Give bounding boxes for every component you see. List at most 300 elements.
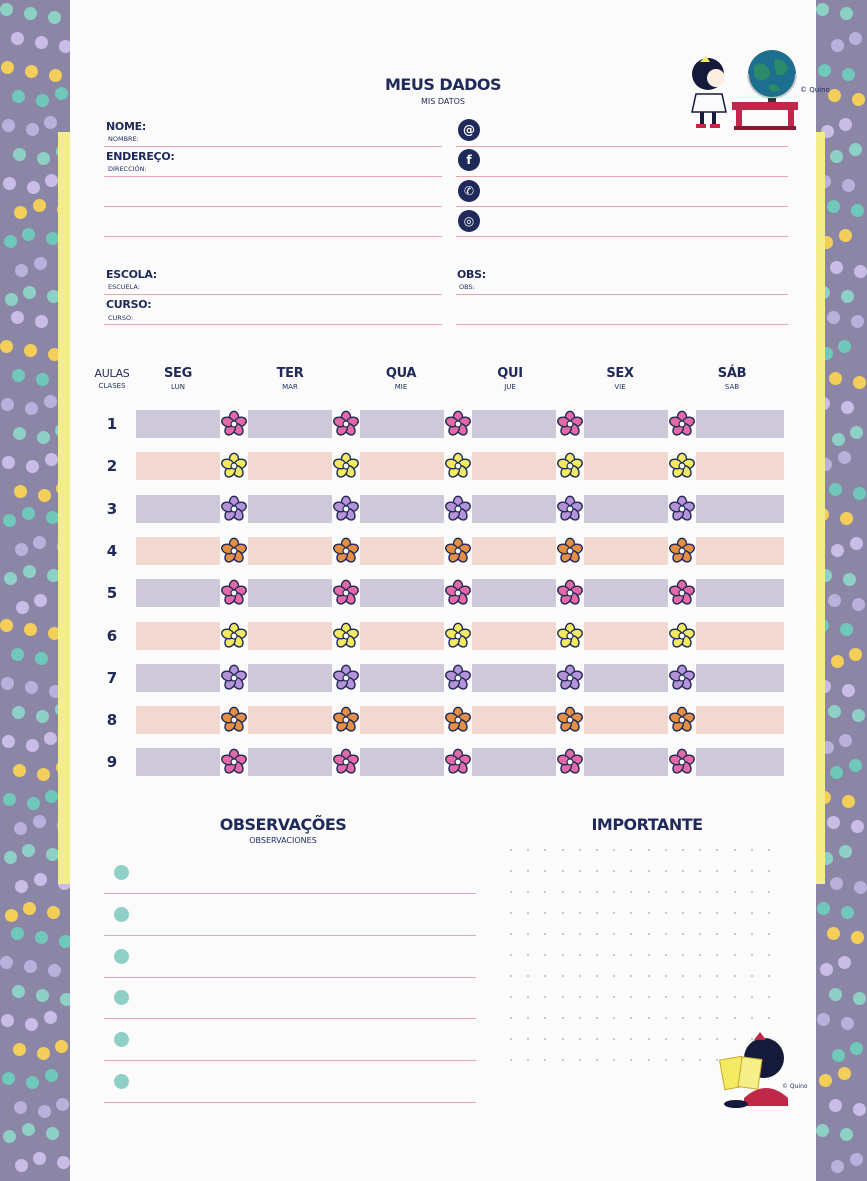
border-dot: [11, 927, 24, 940]
border-dot: [22, 507, 35, 520]
grid-dot: [716, 1017, 718, 1019]
grid-dot: [682, 849, 684, 851]
border-dot: [842, 795, 855, 808]
border-dot: [38, 489, 51, 502]
class-slot-jue-4[interactable]: [472, 537, 562, 565]
flower-icon: [220, 452, 248, 480]
class-slot-sab-6[interactable]: [696, 622, 784, 650]
border-dot: [46, 511, 59, 524]
class-number: 6: [106, 627, 118, 645]
course-line[interactable]: [104, 324, 442, 325]
grid-dot: [768, 996, 770, 998]
grid-dot: [613, 975, 615, 977]
class-slot-lun-4[interactable]: [136, 537, 226, 565]
flower-icon: [668, 452, 696, 480]
flower-icon: [332, 537, 360, 565]
border-dot: [853, 487, 866, 500]
grid-dot: [596, 954, 598, 956]
border-dot: [45, 1069, 58, 1082]
grid-dot: [544, 933, 546, 935]
grid-dot: [596, 849, 598, 851]
border-dot: [840, 512, 853, 525]
class-slot-mie-9[interactable]: [360, 748, 450, 776]
border-dot: [852, 598, 865, 611]
class-slot-mie-8[interactable]: [360, 706, 450, 734]
grid-dot: [613, 954, 615, 956]
border-dot: [0, 340, 13, 353]
class-slot-sab-4[interactable]: [696, 537, 784, 565]
grid-dot: [768, 933, 770, 935]
grid-dot: [544, 870, 546, 872]
grid-dot: [596, 912, 598, 914]
border-dot: [838, 451, 851, 464]
class-slot-lun-3[interactable]: [136, 495, 226, 523]
class-slot-vie-1[interactable]: [584, 410, 674, 438]
grid-dot: [751, 870, 753, 872]
name-sublabel: NOMBRE:: [108, 135, 139, 143]
class-slot-mar-9[interactable]: [248, 748, 338, 776]
obs-line-1[interactable]: [456, 294, 788, 295]
grid-dot: [579, 849, 581, 851]
flower-icon: [668, 495, 696, 523]
whatsapp-icon: ✆: [458, 180, 480, 202]
observation-line[interactable]: [104, 893, 476, 894]
class-slot-mar-5[interactable]: [248, 579, 338, 607]
class-slot-sab-3[interactable]: [696, 495, 784, 523]
flower-icon: [668, 410, 696, 438]
observation-line[interactable]: [104, 1018, 476, 1019]
grid-dot: [665, 933, 667, 935]
address-line-1[interactable]: [104, 176, 442, 177]
border-dot: [831, 544, 844, 557]
border-dot: [15, 880, 28, 893]
mafalda-globe-illustration: [682, 44, 830, 134]
day-name: QUA: [385, 366, 417, 381]
border-dot: [1, 1014, 14, 1027]
grid-dot: [734, 954, 736, 956]
grid-dot: [544, 954, 546, 956]
school-label: ESCOLA:: [106, 268, 157, 281]
grid-dot: [544, 975, 546, 977]
border-dot: [851, 820, 864, 833]
grid-dot: [562, 891, 564, 893]
class-slot-lun-5[interactable]: [136, 579, 226, 607]
border-dot: [849, 648, 862, 661]
grid-dot: [716, 870, 718, 872]
class-slot-lun-2[interactable]: [136, 452, 226, 480]
observation-line[interactable]: [104, 935, 476, 936]
page-title: MEUS DADOS: [384, 75, 501, 94]
flower-icon: [332, 664, 360, 692]
border-dot: [45, 174, 58, 187]
day-header-0: [143, 366, 213, 391]
grid-dot: [596, 891, 598, 893]
class-slot-sab-7[interactable]: [696, 664, 784, 692]
grid-dot: [734, 996, 736, 998]
class-slot-sab-8[interactable]: [696, 706, 784, 734]
border-dot: [22, 844, 35, 857]
grid-dot: [613, 1038, 615, 1040]
grid-dot: [751, 849, 753, 851]
border-dot: [25, 402, 38, 415]
class-slot-vie-3[interactable]: [584, 495, 674, 523]
border-dot: [35, 315, 48, 328]
obs-sublabel: OBS:: [459, 283, 475, 291]
grid-dot: [699, 1038, 701, 1040]
grid-dot: [699, 891, 701, 893]
class-number: 1: [106, 415, 118, 433]
border-dot: [4, 572, 17, 585]
observation-bullet: [114, 1074, 129, 1089]
border-dot: [0, 3, 13, 16]
important-title: IMPORTANTE: [591, 815, 703, 834]
class-number: 2: [106, 457, 118, 475]
grid-dot: [510, 975, 512, 977]
class-slot-mar-8[interactable]: [248, 706, 338, 734]
border-dot: [12, 90, 25, 103]
class-slot-lun-6[interactable]: [136, 622, 226, 650]
grid-dot: [562, 912, 564, 914]
grid-dot: [699, 912, 701, 914]
border-dot: [831, 1160, 844, 1173]
class-slot-mar-1[interactable]: [248, 410, 338, 438]
observation-bullet: [114, 865, 129, 880]
class-slot-mar-2[interactable]: [248, 452, 338, 480]
classes-header-label: AULAS: [94, 367, 130, 380]
name-line[interactable]: [104, 146, 442, 147]
border-dot: [44, 395, 57, 408]
address-line-3[interactable]: [104, 236, 442, 237]
border-dot: [852, 93, 865, 106]
border-dot: [14, 1101, 27, 1114]
course-sublabel: CURSO:: [108, 314, 134, 322]
flower-icon: [444, 706, 472, 734]
flower-icon: [444, 622, 472, 650]
class-slot-sab-5[interactable]: [696, 579, 784, 607]
grid-dot: [648, 954, 650, 956]
border-dot: [14, 485, 27, 498]
border-dot: [25, 1018, 38, 1031]
flower-icon: [668, 706, 696, 734]
border-dot: [829, 988, 842, 1001]
grid-dot: [562, 870, 564, 872]
grid-dot: [630, 870, 632, 872]
grid-dot: [544, 996, 546, 998]
flower-icon: [556, 495, 584, 523]
class-slot-jue-2[interactable]: [472, 452, 562, 480]
copyright-mark-bottom: © Quino: [782, 1083, 808, 1090]
flower-icon: [444, 537, 472, 565]
grid-dot: [751, 975, 753, 977]
class-number: 4: [106, 542, 118, 560]
class-slot-vie-2[interactable]: [584, 452, 674, 480]
class-slot-vie-6[interactable]: [584, 622, 674, 650]
grid-dot: [665, 954, 667, 956]
day-abbr: JUE: [504, 383, 516, 391]
observation-bullet: [114, 1032, 129, 1047]
class-slot-jue-8[interactable]: [472, 706, 562, 734]
day-header-2: [366, 366, 436, 391]
classes-header: [77, 367, 147, 390]
border-dot: [827, 816, 840, 829]
grid-dot: [751, 912, 753, 914]
class-slot-lun-7[interactable]: [136, 664, 226, 692]
grid-dot: [579, 891, 581, 893]
border-dot: [5, 293, 18, 306]
flower-icon: [668, 579, 696, 607]
grid-dot: [613, 870, 615, 872]
grid-dot: [527, 849, 529, 851]
grid-dot: [630, 954, 632, 956]
border-dot: [3, 514, 16, 527]
grid-dot: [544, 1059, 546, 1061]
grid-dot: [630, 933, 632, 935]
grid-dot: [734, 912, 736, 914]
border-dot: [27, 797, 40, 810]
class-slot-jue-5[interactable]: [472, 579, 562, 607]
border-dot: [1, 398, 14, 411]
grid-dot: [682, 1038, 684, 1040]
observation-bullet: [114, 907, 129, 922]
border-dot: [840, 7, 853, 20]
border-dot: [832, 1049, 845, 1062]
class-slot-sab-9[interactable]: [696, 748, 784, 776]
grid-dot: [544, 912, 546, 914]
class-number: 9: [106, 753, 118, 771]
observation-line[interactable]: [104, 977, 476, 978]
flower-icon: [668, 748, 696, 776]
day-header-3: [475, 366, 545, 391]
grid-dot: [630, 849, 632, 851]
border-dot: [839, 845, 852, 858]
flower-icon: [220, 748, 248, 776]
border-dot: [13, 148, 26, 161]
border-dot: [36, 94, 49, 107]
border-dot: [849, 143, 862, 156]
border-dot: [842, 68, 855, 81]
border-dot: [22, 1123, 35, 1136]
address-label: ENDEREÇO:: [106, 150, 175, 163]
class-slot-vie-4[interactable]: [584, 537, 674, 565]
class-slot-vie-7[interactable]: [584, 664, 674, 692]
border-dot: [841, 401, 854, 414]
class-slot-mie-6[interactable]: [360, 622, 450, 650]
class-slot-sab-2[interactable]: [696, 452, 784, 480]
border-dot: [839, 229, 852, 242]
grid-dot: [768, 849, 770, 851]
border-dot: [4, 235, 17, 248]
grid-dot: [682, 975, 684, 977]
border-dot: [831, 655, 844, 668]
class-slot-mar-3[interactable]: [248, 495, 338, 523]
border-dot: [33, 199, 46, 212]
grid-dot: [527, 954, 529, 956]
border-dot: [843, 573, 856, 586]
observation-bullet: [114, 949, 129, 964]
grid-dot: [648, 912, 650, 914]
grid-dot: [527, 891, 529, 893]
grid-dot: [751, 954, 753, 956]
border-dot: [816, 1124, 829, 1137]
grid-dot: [527, 975, 529, 977]
day-abbr: LUN: [171, 383, 185, 391]
border-dot: [33, 815, 46, 828]
border-dot: [828, 705, 841, 718]
border-dot: [33, 536, 46, 549]
grid-dot: [734, 891, 736, 893]
grid-dot: [596, 933, 598, 935]
border-dot: [849, 759, 862, 772]
flower-icon: [444, 579, 472, 607]
grid-dot: [734, 1017, 736, 1019]
border-dot: [46, 1127, 59, 1140]
grid-dot: [768, 1017, 770, 1019]
class-slot-mar-6[interactable]: [248, 622, 338, 650]
address-sublabel: DIRECCIÓN:: [108, 165, 147, 173]
grid-dot: [665, 912, 667, 914]
observations-subtitle: OBSERVACIONES: [249, 836, 317, 845]
grid-dot: [682, 954, 684, 956]
class-number: 8: [106, 711, 118, 729]
class-slot-jue-3[interactable]: [472, 495, 562, 523]
border-dot: [11, 648, 24, 661]
grid-dot: [699, 870, 701, 872]
grid-dot: [527, 870, 529, 872]
grid-dot: [579, 996, 581, 998]
class-slot-mie-3[interactable]: [360, 495, 450, 523]
border-dot: [1, 61, 14, 74]
grid-dot: [510, 891, 512, 893]
border-dot: [23, 565, 36, 578]
border-dot: [36, 373, 49, 386]
class-slot-mar-4[interactable]: [248, 537, 338, 565]
address-line-2[interactable]: [104, 206, 442, 207]
grid-dot: [734, 849, 736, 851]
class-slot-sab-1[interactable]: [696, 410, 784, 438]
observation-line[interactable]: [104, 1060, 476, 1061]
border-dot: [44, 1011, 57, 1024]
grid-dot: [768, 912, 770, 914]
flower-icon: [220, 622, 248, 650]
day-name: SEG: [163, 366, 192, 381]
flower-icon: [444, 748, 472, 776]
class-slot-jue-6[interactable]: [472, 622, 562, 650]
grid-dot: [665, 870, 667, 872]
observations-title: OBSERVAÇÕES: [219, 815, 347, 834]
class-slot-lun-9[interactable]: [136, 748, 226, 776]
class-slot-mie-2[interactable]: [360, 452, 450, 480]
border-dot: [849, 32, 862, 45]
class-slot-mie-4[interactable]: [360, 537, 450, 565]
grid-dot: [734, 870, 736, 872]
flower-icon: [556, 706, 584, 734]
grid-dot: [716, 912, 718, 914]
grid-dot: [648, 975, 650, 977]
grid-dot: [682, 996, 684, 998]
instagram-line[interactable]: [456, 236, 788, 237]
flower-icon: [332, 579, 360, 607]
flower-icon: [444, 495, 472, 523]
grid-dot: [682, 933, 684, 935]
border-dot: [3, 1130, 16, 1143]
grid-dot: [562, 996, 564, 998]
day-abbr: MIE: [394, 383, 408, 391]
observation-line[interactable]: [104, 1102, 476, 1103]
grid-dot: [648, 1059, 650, 1061]
class-slot-mie-1[interactable]: [360, 410, 450, 438]
border-dot: [817, 1013, 830, 1026]
grid-dot: [579, 1038, 581, 1040]
grid-dot: [648, 891, 650, 893]
border-dot: [820, 963, 833, 976]
border-dot: [49, 69, 62, 82]
grid-dot: [510, 849, 512, 851]
border-dot: [33, 1152, 46, 1165]
class-slot-mie-7[interactable]: [360, 664, 450, 692]
page-subtitle: MIS DATOS: [420, 97, 465, 106]
border-dot: [840, 1128, 853, 1141]
border-dot: [829, 483, 842, 496]
border-dot: [34, 257, 47, 270]
class-slot-jue-1[interactable]: [472, 410, 562, 438]
border-dot: [24, 623, 37, 636]
school-line[interactable]: [104, 294, 442, 295]
grid-dot: [544, 1017, 546, 1019]
border-dot: [37, 1047, 50, 1060]
facebook-line[interactable]: [456, 176, 788, 177]
school-sublabel: ESCUELA:: [108, 283, 140, 291]
border-dot: [16, 601, 29, 614]
border-dot: [12, 369, 25, 382]
border-dot: [24, 344, 37, 357]
obs-line-2[interactable]: [456, 324, 788, 325]
whatsapp-line[interactable]: [456, 206, 788, 207]
border-dot: [22, 228, 35, 241]
class-slot-jue-9[interactable]: [472, 748, 562, 776]
course-label: CURSO:: [106, 298, 152, 311]
border-dot: [36, 989, 49, 1002]
border-dot: [26, 123, 39, 136]
border-dot: [24, 7, 37, 20]
class-slot-lun-1[interactable]: [136, 410, 226, 438]
class-slot-jue-7[interactable]: [472, 664, 562, 692]
class-slot-mar-7[interactable]: [248, 664, 338, 692]
border-dot: [15, 1159, 28, 1172]
class-slot-vie-5[interactable]: [584, 579, 674, 607]
border-dot: [12, 985, 25, 998]
planner-page: [70, 0, 830, 1181]
grid-dot: [562, 1059, 564, 1061]
border-dot: [26, 460, 39, 473]
flower-icon: [220, 537, 248, 565]
class-slot-mie-5[interactable]: [360, 579, 450, 607]
grid-dot: [682, 912, 684, 914]
class-slot-lun-8[interactable]: [136, 706, 226, 734]
class-slot-vie-8[interactable]: [584, 706, 674, 734]
border-dot: [831, 39, 844, 52]
grid-dot: [510, 912, 512, 914]
border-dot: [2, 119, 15, 132]
grid-dot: [562, 1017, 564, 1019]
grid-dot: [768, 891, 770, 893]
border-dot: [839, 734, 852, 747]
border-dot: [850, 426, 863, 439]
email-line[interactable]: [456, 146, 788, 147]
class-slot-vie-9[interactable]: [584, 748, 674, 776]
border-dot: [27, 181, 40, 194]
grid-dot: [716, 996, 718, 998]
grid-dot: [665, 891, 667, 893]
